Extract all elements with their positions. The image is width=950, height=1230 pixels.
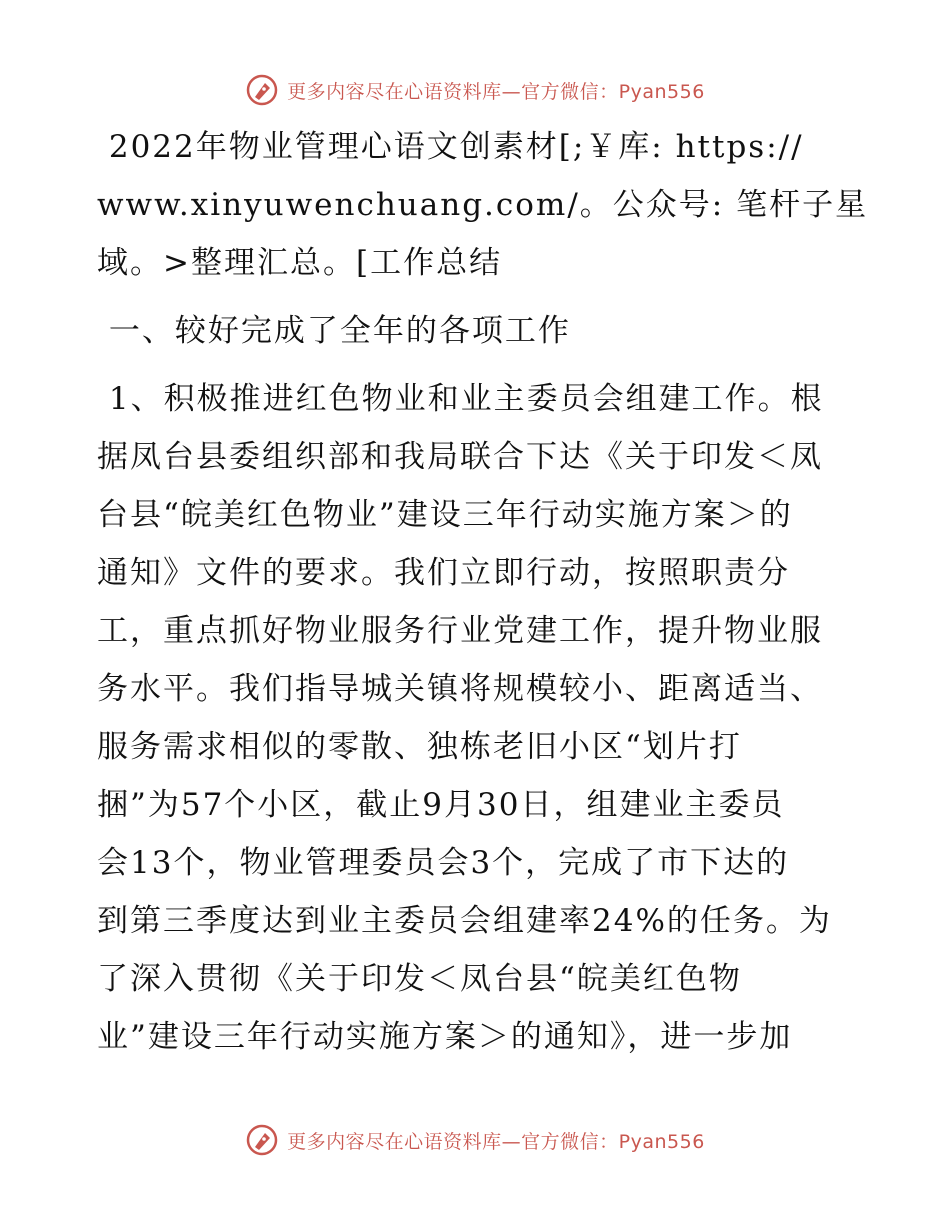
body-line-6: 务水平。我们指导城关镇将规模较小、距离适当、	[97, 671, 823, 707]
footer-watermark-banner	[0, 1120, 950, 1160]
body-line-10: 到第三季度达到业主委员会组建率24%的任务。为	[97, 903, 832, 939]
header-watermark-text: 更多内容尽在心语资料库—官方微信：Pyan556	[287, 80, 705, 103]
section-heading: 一、较好完成了全年的各项工作	[97, 313, 571, 349]
body-line-1: 1、积极推进红色物业和业主委员会组建工作。根	[97, 381, 824, 417]
intro-line-1: 2022年物业管理心语文创素材[;￥库: https://	[97, 129, 804, 165]
body-line-5: 工，重点抓好物业服务行业党建工作，提升物业服	[97, 613, 823, 649]
body-line-12: 业”建设三年行动实施方案＞的通知》，进一步加	[97, 1019, 793, 1055]
document-body	[97, 118, 869, 1066]
intro-line-2: www.xinyuwenchuang.com/。公众号: 笔杆子星	[97, 187, 869, 223]
footer-watermark-text: 更多内容尽在心语资料库—官方微信：Pyan556	[287, 1130, 705, 1153]
body-line-8: 捆”为57个小区，截止9月30日，组建业主委员	[97, 787, 785, 823]
body-line-9: 会13个，物业管理委员会3个，完成了市下达的	[97, 845, 790, 881]
header-watermark-banner	[0, 70, 950, 110]
intro-line-3: 域。>整理汇总。[工作总结	[97, 245, 503, 281]
body-line-2: 据凤台县委组织部和我局联合下达《关于印发＜凤	[97, 439, 823, 475]
body-line-3: 台县“皖美红色物业”建设三年行动实施方案＞的	[97, 497, 793, 533]
pen-nib-icon	[245, 73, 279, 107]
pen-nib-icon	[245, 1123, 279, 1157]
body-line-7: 服务需求相似的零散、独栋老旧小区“划片打	[97, 729, 742, 765]
body-line-11: 了深入贯彻《关于印发＜凤台县“皖美红色物	[97, 961, 742, 997]
body-line-4: 通知》文件的要求。我们立即行动，按照职责分	[97, 555, 790, 591]
